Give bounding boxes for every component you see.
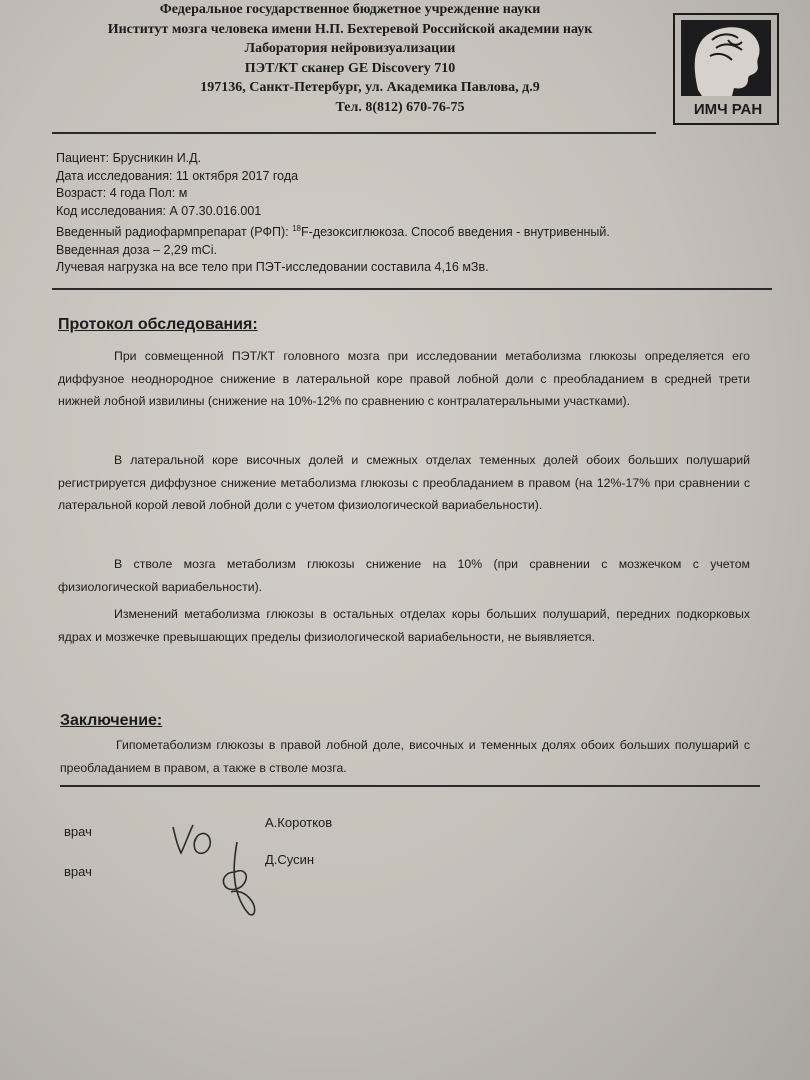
conclusion-divider	[60, 785, 760, 787]
header-line-3: Лаборатория нейровизуализации	[244, 41, 456, 56]
institution-header	[40, 0, 660, 117]
doctor-name-2: Д.Сусин	[265, 852, 315, 867]
doctor-role-1: врач	[64, 824, 92, 839]
header-line-2: Институт мозга человека имени Н.П. Бехтеревой Российской академии наук	[107, 21, 593, 37]
protocol-paragraph-4: Изменений метаболизма глюкозы в остальных отделах коры больших полушарий, передних подкорковых ядрах и мозжечке превышающих пределы физиологической вариабельности, не выявляется.	[58, 607, 750, 644]
protocol-paragraph-2: В латеральной коре височных долей и смежных отделах теменных долей обоих больших полушарий регистрируется диффузное снижение метаболизма глюкозы с преобладанием в правом (на 12%-17% при сравнении с латеральной корой левой лобной доли с учетом физиологической вариабельности).	[58, 453, 750, 512]
header-line-5: 197136, Санкт-Петербург, ул. Академика Павлова, д.9	[200, 80, 540, 95]
header-divider	[52, 132, 656, 134]
doctor-role-2: врач	[64, 864, 92, 879]
exam-date: Дата исследования: 11 октября 2017 года	[56, 168, 299, 183]
conclusion-text: Гипометаболизм глюкозы в правой лобной доле, височных и теменных долях обоих больших полушарий с преобладанием в правом, а также в стволе мозга.	[60, 738, 750, 775]
header-line-1: Федеральное государственное бюджетное учреждение науки	[159, 2, 541, 17]
conclusion-title: Заключение:	[60, 712, 163, 729]
protocol-paragraph-1: При совмещенной ПЭТ/КТ головного мозга при исследовании метаболизма глюкозы определяется его диффузное неоднородное снижение в латеральной коре правой лобной доли с преобладанием в средней трети нижней лобной извилины (снижение на 10%-12% по сравнению с контралатеральными участками).	[58, 349, 750, 408]
header-line-4: ПЭТ/КТ сканер GE Discovery 710	[244, 60, 456, 76]
doctor-name-1: А.Коротков	[265, 815, 333, 830]
rfp-label: Введенный радиофармпрепарат (РФП):	[56, 225, 293, 240]
patient-divider	[52, 288, 772, 290]
patient-info	[56, 150, 756, 277]
rfp-isotope-mass: 18	[292, 224, 302, 233]
header-line-6: Тел. 8(812) 670-76-75	[335, 99, 465, 115]
injected-dose: Введенная доза – 2,29 mCi.	[56, 242, 217, 257]
radiopharmaceutical	[56, 220, 756, 242]
protocol-paragraph-3: В стволе мозга метаболизм глюкозы снижение на 10% (при сравнении с мозжечком с учетом физиологической вариабельности).	[58, 557, 750, 594]
protocol-title: Протокол обследования:	[58, 316, 258, 333]
rfp-value: F-дезоксиглюкоза. Способ введения - внутривенный.	[301, 225, 610, 240]
radiation-dose: Лучевая нагрузка на все тело при ПЭТ-исследовании составила 4,16 мЗв.	[56, 260, 489, 275]
logo-caption: ИМЧ РАН	[693, 101, 763, 118]
signature-2	[215, 838, 265, 920]
patient-age-sex: Возраст: 4 года Пол: м	[56, 186, 188, 200]
exam-code: Код исследования: А 07.30.016.001	[56, 203, 262, 218]
patient-name: Пациент: Брусникин И.Д.	[56, 151, 202, 165]
